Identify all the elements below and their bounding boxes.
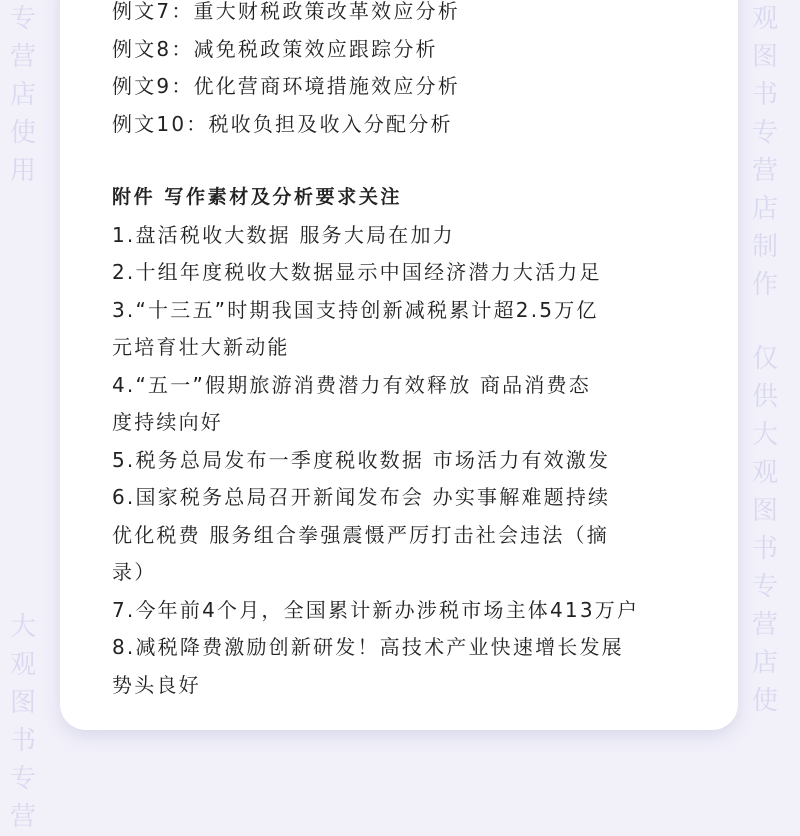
appendix-line: 度持续向好 bbox=[112, 410, 223, 434]
watermark-right-bottom bbox=[752, 340, 778, 720]
example-list bbox=[112, 0, 702, 143]
appendix-line: 7.今年前4个月，全国累计新办涉税市场主体413万户 bbox=[112, 597, 640, 622]
watermark-left-bottom bbox=[10, 608, 36, 836]
watermark-char: 观 bbox=[752, 458, 779, 488]
watermark-char: 营 bbox=[752, 156, 779, 186]
watermark-char: 用 bbox=[10, 156, 37, 186]
watermark-right-top bbox=[752, 0, 778, 304]
appendix-line: 元培育壮大新动能 bbox=[112, 335, 290, 359]
watermark-char: 书 bbox=[10, 726, 37, 756]
watermark-left-top bbox=[10, 0, 36, 190]
watermark-char: 店 bbox=[752, 648, 779, 678]
appendix-title: 附件 写作素材及分析要求关注 bbox=[112, 186, 403, 208]
watermark-char: 专 bbox=[10, 764, 37, 794]
watermark-char: 观 bbox=[10, 650, 37, 680]
watermark-char: 仅 bbox=[752, 344, 779, 374]
watermark-char: 营 bbox=[752, 610, 779, 640]
appendix-line: 1.盘活税收大数据 服务大局在加力 bbox=[112, 222, 455, 247]
watermark-char: 营 bbox=[10, 802, 37, 832]
example-item: 例文10：税收负担及收入分配分析 bbox=[112, 111, 453, 136]
watermark-char: 专 bbox=[752, 118, 779, 148]
appendix-line: 3.“十三五”时期我国支持创新减税累计超2.5万亿 bbox=[112, 297, 599, 322]
watermark-char: 专 bbox=[752, 572, 779, 602]
appendix-line: 优化税费 服务组合拳强震慑严厉打击社会违法（摘 bbox=[112, 522, 609, 547]
appendix-list bbox=[112, 217, 702, 705]
appendix-line: 录） bbox=[112, 560, 157, 584]
watermark-char: 使 bbox=[752, 686, 779, 716]
watermark-char: 图 bbox=[752, 42, 779, 72]
appendix-line: 6.国家税务总局召开新闻发布会 办实事解难题持续 bbox=[112, 485, 611, 509]
watermark-char: 专 bbox=[10, 4, 37, 34]
appendix-line: 8.减税降费激励创新研发！高技术产业快速增长发展 bbox=[112, 635, 624, 659]
watermark-char: 图 bbox=[10, 688, 37, 718]
example-item: 例文7：重大财税政策改革效应分析 bbox=[112, 0, 460, 23]
appendix-line: 势头良好 bbox=[112, 672, 201, 697]
example-item: 例文8：减免税政策效应跟踪分析 bbox=[112, 36, 438, 61]
watermark-char: 制 bbox=[752, 232, 779, 262]
watermark-char: 图 bbox=[752, 496, 779, 526]
example-item: 例文9：优化营商环境措施效应分析 bbox=[112, 74, 460, 98]
watermark-char: 供 bbox=[752, 382, 779, 412]
watermark-char: 店 bbox=[10, 80, 37, 110]
watermark-char: 观 bbox=[752, 4, 779, 34]
watermark-char: 书 bbox=[752, 534, 779, 564]
watermark-char: 营 bbox=[10, 42, 37, 72]
appendix-line: 2.十组年度税收大数据显示中国经济潜力大活力足 bbox=[112, 260, 602, 284]
document-content bbox=[112, 0, 702, 704]
watermark-char: 大 bbox=[10, 612, 37, 642]
watermark-char: 使 bbox=[10, 118, 37, 148]
appendix-line: 5.税务总局发布一季度税收数据 市场活力有效激发 bbox=[112, 447, 611, 472]
watermark-char: 大 bbox=[752, 420, 779, 450]
watermark-char: 作 bbox=[752, 270, 779, 300]
watermark-char: 店 bbox=[752, 194, 779, 224]
appendix-line: 4.“五一”假期旅游消费潜力有效释放 商品消费态 bbox=[112, 372, 591, 397]
watermark-char: 书 bbox=[752, 80, 779, 110]
